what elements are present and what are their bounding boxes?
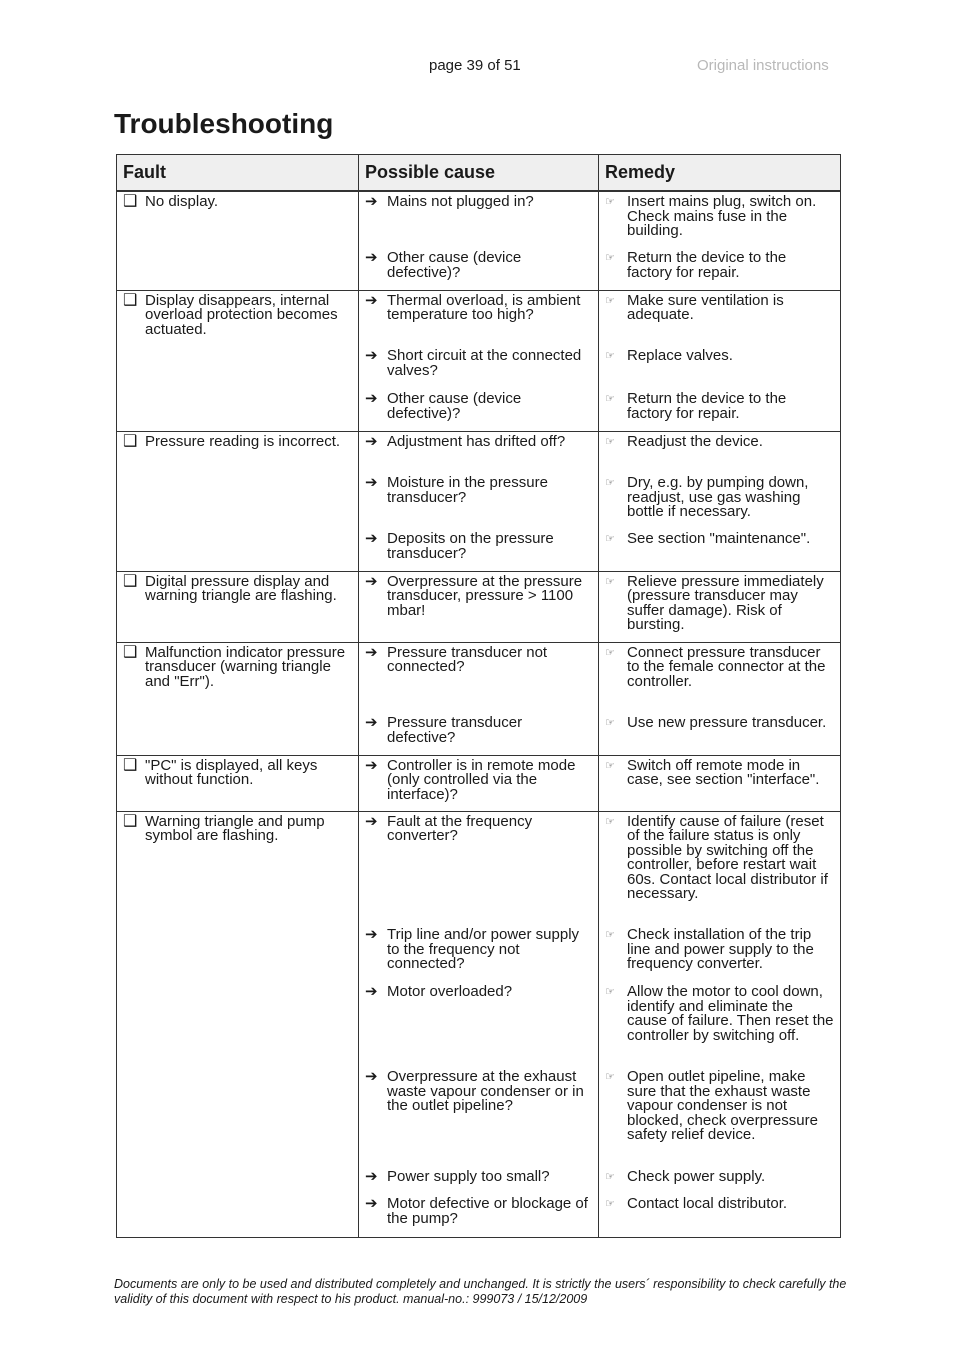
arrow-right-icon: ➔ [365, 756, 378, 774]
cause-item-text: Power supply too small? [387, 1168, 550, 1185]
remedy-cell [599, 1067, 841, 1167]
table-row [117, 755, 841, 811]
cause-item-text: Controller is in remote mode (only controlled via the interface)? [387, 756, 576, 803]
pointing-hand-icon: ☞ [605, 294, 615, 307]
cause-item-text: Moisture in the pressure transducer? [387, 474, 548, 506]
table-row [117, 642, 841, 713]
remedy-cell [599, 642, 841, 713]
cause-item-text: Fault at the frequency converter? [387, 812, 533, 844]
arrow-right-icon: ➔ [365, 714, 378, 731]
cause-item [365, 643, 592, 675]
fault-cell [117, 811, 359, 1237]
column-header-fault: Fault [117, 155, 359, 192]
fault-item-text: Digital pressure display and warning triangle are flashing. [145, 572, 337, 604]
remedy-item [605, 572, 834, 633]
remedy-cell [599, 529, 841, 571]
pointing-hand-icon: ☞ [605, 196, 615, 208]
pointing-hand-icon: ☞ [605, 929, 615, 941]
fault-cell [117, 431, 359, 571]
remedy-item [605, 195, 834, 239]
cause-cell [359, 571, 599, 642]
remedy-cell [599, 982, 841, 1067]
remedy-item-text: Use new pressure transducer. [627, 714, 827, 731]
arrow-right-icon: ➔ [365, 1068, 378, 1085]
table-row [117, 571, 841, 642]
remedy-cell [599, 571, 841, 642]
fault-item-text: "PC" is displayed, all keys without function. [145, 756, 318, 788]
fault-cell [117, 571, 359, 642]
arrow-right-icon: ➔ [365, 812, 378, 830]
pointing-hand-icon: ☞ [605, 350, 615, 362]
arrow-right-icon: ➔ [365, 347, 378, 364]
remedy-item-text: Insert mains plug, switch on. Check mains fuse in the building. [627, 193, 817, 239]
cause-item [365, 1070, 592, 1114]
cause-cell [359, 811, 599, 925]
remedy-item-text: Contact local distributor. [627, 1195, 788, 1212]
column-header-remedy: Remedy [599, 155, 841, 192]
page-title: Troubleshooting [114, 108, 334, 139]
fault-item-text: Display disappears, internal overload protection becomes actuated. [145, 291, 338, 338]
cause-item [365, 392, 592, 421]
cause-item [365, 291, 592, 323]
table-header-row [117, 155, 841, 192]
fault-cell [117, 290, 359, 431]
fault-item [123, 643, 352, 690]
cause-item-text: Pressure transducer not connected? [387, 643, 548, 675]
remedy-cell [599, 431, 841, 473]
page-number: page 39 of 51 [429, 57, 521, 74]
remedy-cell [599, 248, 841, 290]
cause-item-text: Mains not plugged in? [387, 193, 534, 210]
cause-cell [359, 431, 599, 473]
cause-item-text: Deposits on the pressure transducer? [387, 530, 554, 562]
remedy-item-text: See section "maintenance". [627, 530, 811, 547]
cause-item [365, 476, 592, 505]
remedy-cell [599, 925, 841, 982]
pointing-hand-icon: ☞ [605, 815, 615, 828]
remedy-item-text: Switch off remote mode in case, see section "interface". [627, 756, 820, 788]
cause-cell [359, 290, 599, 346]
fault-item [123, 572, 352, 604]
checkbox-icon: ❑ [123, 572, 138, 590]
arrow-right-icon: ➔ [365, 432, 378, 450]
cause-item-text: Other cause (device defective)? [387, 390, 522, 422]
arrow-right-icon: ➔ [365, 643, 378, 661]
cause-item-text: Motor overloaded? [387, 983, 513, 1000]
fault-cell [117, 642, 359, 755]
remedy-item-text: Replace valves. [627, 347, 733, 364]
remedy-item [605, 532, 834, 547]
fault-item-text: Malfunction indicator pressure transducer (warning triangle and "Err"). [145, 643, 346, 690]
fault-cell [117, 191, 359, 290]
remedy-cell [599, 473, 841, 529]
remedy-cell [599, 713, 841, 755]
cause-item-text: Adjustment has drifted off? [387, 432, 566, 450]
cause-cell [359, 529, 599, 571]
cause-item-text: Short circuit at the connected valves? [387, 347, 582, 379]
remedy-cell [599, 755, 841, 811]
arrow-right-icon: ➔ [365, 572, 378, 590]
arrow-right-icon: ➔ [365, 193, 378, 210]
checkbox-icon: ❑ [123, 291, 138, 309]
pointing-hand-icon: ☞ [605, 575, 615, 588]
cause-cell [359, 713, 599, 755]
cause-item [365, 195, 592, 210]
table-row [117, 191, 841, 248]
cause-cell [359, 642, 599, 713]
fault-item-text: Pressure reading is incorrect. [145, 432, 341, 450]
cause-item [365, 812, 592, 844]
pointing-hand-icon: ☞ [605, 393, 615, 405]
checkbox-icon: ❑ [123, 643, 138, 661]
remedy-item [605, 291, 834, 323]
table-row [117, 290, 841, 346]
remedy-item [605, 985, 834, 1043]
remedy-item [605, 1170, 834, 1185]
pointing-hand-icon: ☞ [605, 252, 615, 264]
cause-cell [359, 473, 599, 529]
remedy-item-text: Make sure ventilation is adequate. [627, 291, 784, 323]
arrow-right-icon: ➔ [365, 1168, 378, 1185]
cause-item [365, 432, 592, 450]
pointing-hand-icon: ☞ [605, 1171, 615, 1183]
table-row [117, 431, 841, 473]
pointing-hand-icon: ☞ [605, 477, 615, 489]
remedy-item [605, 251, 834, 280]
fault-item [123, 432, 352, 450]
original-instructions-label: Original instructions [697, 57, 829, 74]
remedy-item [605, 812, 834, 902]
cause-item [365, 1197, 592, 1226]
cause-item-text: Overpressure at the pressure transducer, pressure > 1100 mbar! [387, 572, 583, 619]
pointing-hand-icon: ☞ [605, 435, 615, 448]
remedy-item-text: Relieve pressure immediately (pressure transducer may suffer damage). Risk of bursting. [627, 572, 824, 633]
remedy-item-text: Check installation of the trip line and power supply to the frequency converter. [627, 926, 814, 972]
cause-item [365, 349, 592, 378]
checkbox-icon: ❑ [123, 193, 138, 210]
fault-item [123, 756, 352, 788]
table-body [117, 191, 841, 1237]
cause-item-text: Other cause (device defective)? [387, 249, 522, 281]
remedy-item [605, 643, 834, 690]
fault-item [123, 195, 352, 210]
remedy-item-text: Open outlet pipeline, make sure that the exhaust waste vapour condenser is not blocked, check overpressure safety relief device. [627, 1068, 818, 1143]
cause-item [365, 532, 592, 561]
cause-item [365, 572, 592, 619]
remedy-cell [599, 346, 841, 389]
remedy-item [605, 432, 834, 450]
remedy-item [605, 392, 834, 421]
remedy-item-text: Readjust the device. [627, 432, 763, 450]
arrow-right-icon: ➔ [365, 291, 378, 309]
remedy-item [605, 1070, 834, 1143]
cause-item-text: Thermal overload, is ambient temperature too high? [387, 291, 581, 323]
cause-item-text: Overpressure at the exhaust waste vapour condenser or in the outlet pipeline? [387, 1068, 584, 1114]
remedy-item-text: Return the device to the factory for repair. [627, 249, 787, 281]
cause-cell [359, 346, 599, 389]
remedy-cell [599, 1167, 841, 1194]
arrow-right-icon: ➔ [365, 983, 378, 1000]
cause-item [365, 1170, 592, 1185]
remedy-item-text: Check power supply. [627, 1168, 766, 1185]
cause-item-text: Trip line and/or power supply to the frequency not connected? [387, 926, 580, 972]
cause-cell [359, 925, 599, 982]
fault-item [123, 812, 352, 844]
arrow-right-icon: ➔ [365, 1195, 378, 1212]
column-header-cause: Possible cause [359, 155, 599, 192]
cause-item [365, 928, 592, 972]
footer-disclaimer: Documents are only to be used and distributed completely and unchanged. It is strictly the users´ responsibility to check carefully the validity of this document with respect to his product. manual-no.: 999073 / 15/12/2009 [114, 1277, 847, 1306]
checkbox-icon: ❑ [123, 812, 138, 830]
pointing-hand-icon: ☞ [605, 986, 615, 998]
cause-item [365, 756, 592, 803]
arrow-right-icon: ➔ [365, 390, 378, 407]
cause-cell [359, 1067, 599, 1167]
cause-item [365, 716, 592, 745]
cause-cell [359, 389, 599, 431]
cause-cell [359, 755, 599, 811]
arrow-right-icon: ➔ [365, 926, 378, 943]
pointing-hand-icon: ☞ [605, 646, 615, 659]
pointing-hand-icon: ☞ [605, 759, 615, 772]
remedy-cell [599, 290, 841, 346]
cause-cell [359, 1194, 599, 1237]
remedy-item-text: Connect pressure transducer to the female connector at the controller. [627, 643, 826, 690]
cause-cell [359, 248, 599, 290]
remedy-item [605, 716, 834, 731]
cause-cell [359, 982, 599, 1067]
fault-item-text: No display. [145, 193, 219, 210]
remedy-item [605, 928, 834, 972]
remedy-item-text: Identify cause of failure (reset of the failure status is only possible by switching off the controller, before restart wait 60s. Contact local distributor if necessary. [627, 812, 828, 902]
pointing-hand-icon: ☞ [605, 717, 615, 729]
remedy-item-text: Return the device to the factory for repair. [627, 390, 787, 422]
remedy-item-text: Allow the motor to cool down, identify and eliminate the cause of failure. Then reset the controller by switching off. [627, 983, 834, 1044]
remedy-cell [599, 191, 841, 248]
remedy-item [605, 349, 834, 364]
fault-item-text: Warning triangle and pump symbol are flashing. [145, 812, 325, 844]
pointing-hand-icon: ☞ [605, 1198, 615, 1210]
remedy-item [605, 1197, 834, 1212]
cause-item-text: Motor defective or blockage of the pump? [387, 1195, 588, 1227]
remedy-cell [599, 1194, 841, 1237]
fault-cell [117, 755, 359, 811]
arrow-right-icon: ➔ [365, 474, 378, 491]
troubleshooting-table [116, 154, 841, 1238]
pointing-hand-icon: ☞ [605, 1071, 615, 1083]
remedy-item [605, 756, 834, 788]
cause-item [365, 985, 592, 1000]
checkbox-icon: ❑ [123, 756, 138, 774]
remedy-cell [599, 811, 841, 925]
checkbox-icon: ❑ [123, 432, 138, 450]
remedy-cell [599, 389, 841, 431]
fault-item [123, 291, 352, 338]
cause-item-text: Pressure transducer defective? [387, 714, 523, 746]
cause-cell [359, 191, 599, 248]
remedy-item [605, 476, 834, 520]
cause-cell [359, 1167, 599, 1194]
cause-item [365, 251, 592, 280]
arrow-right-icon: ➔ [365, 249, 378, 266]
remedy-item-text: Dry, e.g. by pumping down, readjust, use gas washing bottle if necessary. [627, 474, 809, 520]
arrow-right-icon: ➔ [365, 530, 378, 547]
table-row [117, 811, 841, 925]
pointing-hand-icon: ☞ [605, 533, 615, 545]
